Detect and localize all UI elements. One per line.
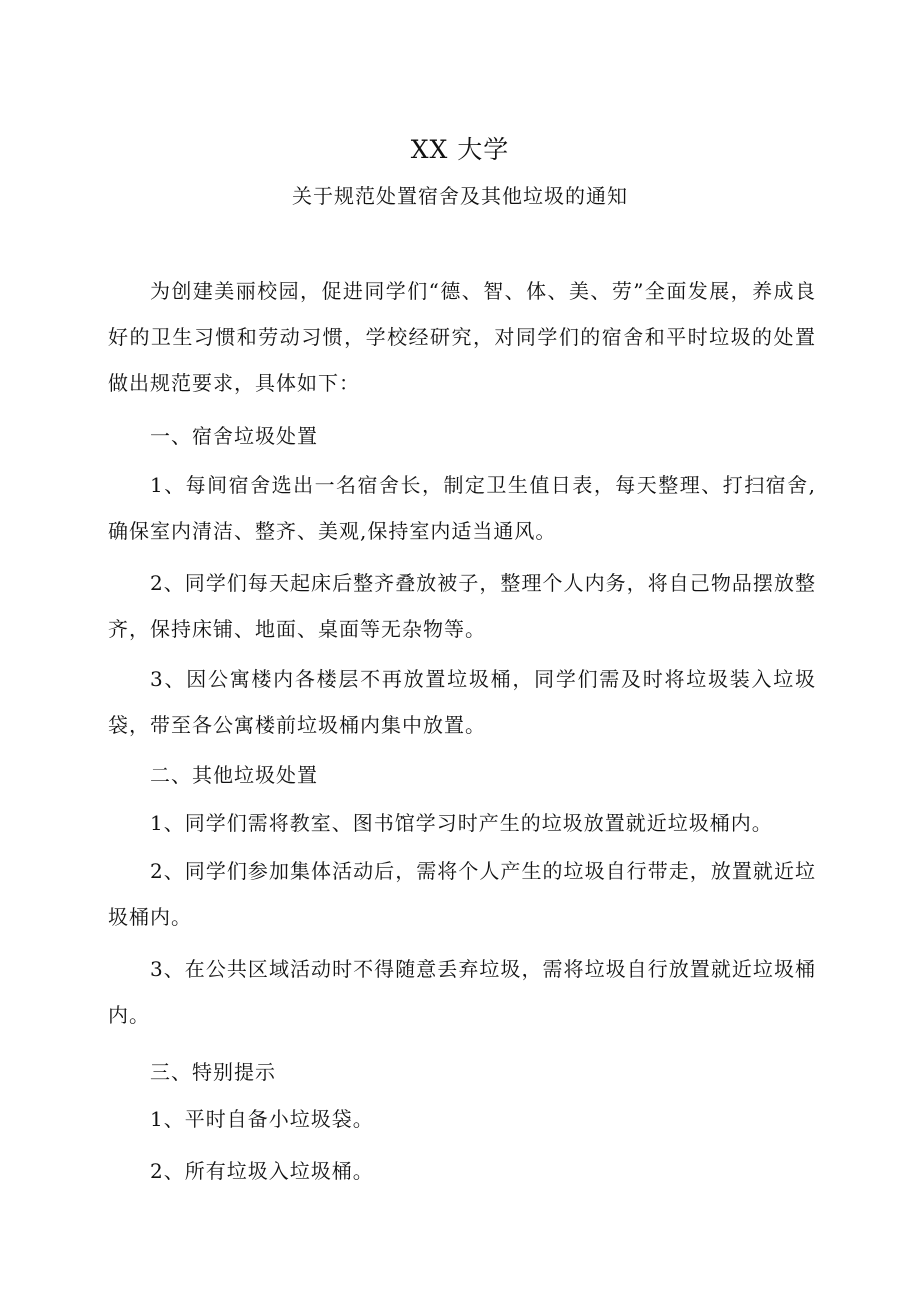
school-title: XX 大学: [410, 135, 510, 164]
reminder-item-2: 2、所有垃圾入垃圾桶。: [150, 1159, 374, 1183]
dormitory-item-1: 1、每间宿舍选出一名宿舍长，制定卫生值日表，每天整理、打扫宿舍,确保室内清洁、整齐、美观,保持室内适当通风。: [108, 473, 816, 543]
other-item-3: 3、在公共区域活动时不得随意丢弃垃圾，需将垃圾自行放置就近垃圾桶内。: [108, 957, 816, 1027]
section-heading-other: 二、其他垃圾处置: [150, 763, 318, 787]
section-heading-dormitory: 一、宿舍垃圾处置: [150, 424, 318, 448]
notice-title: 关于规范处置宿舍及其他垃圾的通知: [292, 184, 628, 208]
section-heading-reminder: 三、特别提示: [150, 1060, 276, 1084]
intro-paragraph: 为创建美丽校园，促进同学们“德、智、体、美、劳”全面发展，养成良好的卫生习惯和劳动习惯，学校经研究，对同学们的宿舍和平时垃圾的处置做出规范要求，具体如下：: [108, 279, 816, 395]
other-item-1: 1、同学们需将教室、图书馆学习时产生的垃圾放置就近垃圾桶内。: [150, 811, 773, 835]
other-item-2: 2、同学们参加集体活动后，需将个人产生的垃圾自行带走，放置就近垃圾桶内。: [108, 859, 816, 929]
reminder-item-1: 1、平时自备小垃圾袋。: [150, 1107, 374, 1131]
dormitory-item-3: 3、因公寓楼内各楼层不再放置垃圾桶，同学们需及时将垃圾装入垃圾袋，带至各公寓楼前垃圾桶内集中放置。: [108, 667, 816, 737]
dormitory-item-2: 2、同学们每天起床后整齐叠放被子，整理个人内务，将自己物品摆放整齐，保持床铺、地面、桌面等无杂物等。: [108, 571, 816, 641]
